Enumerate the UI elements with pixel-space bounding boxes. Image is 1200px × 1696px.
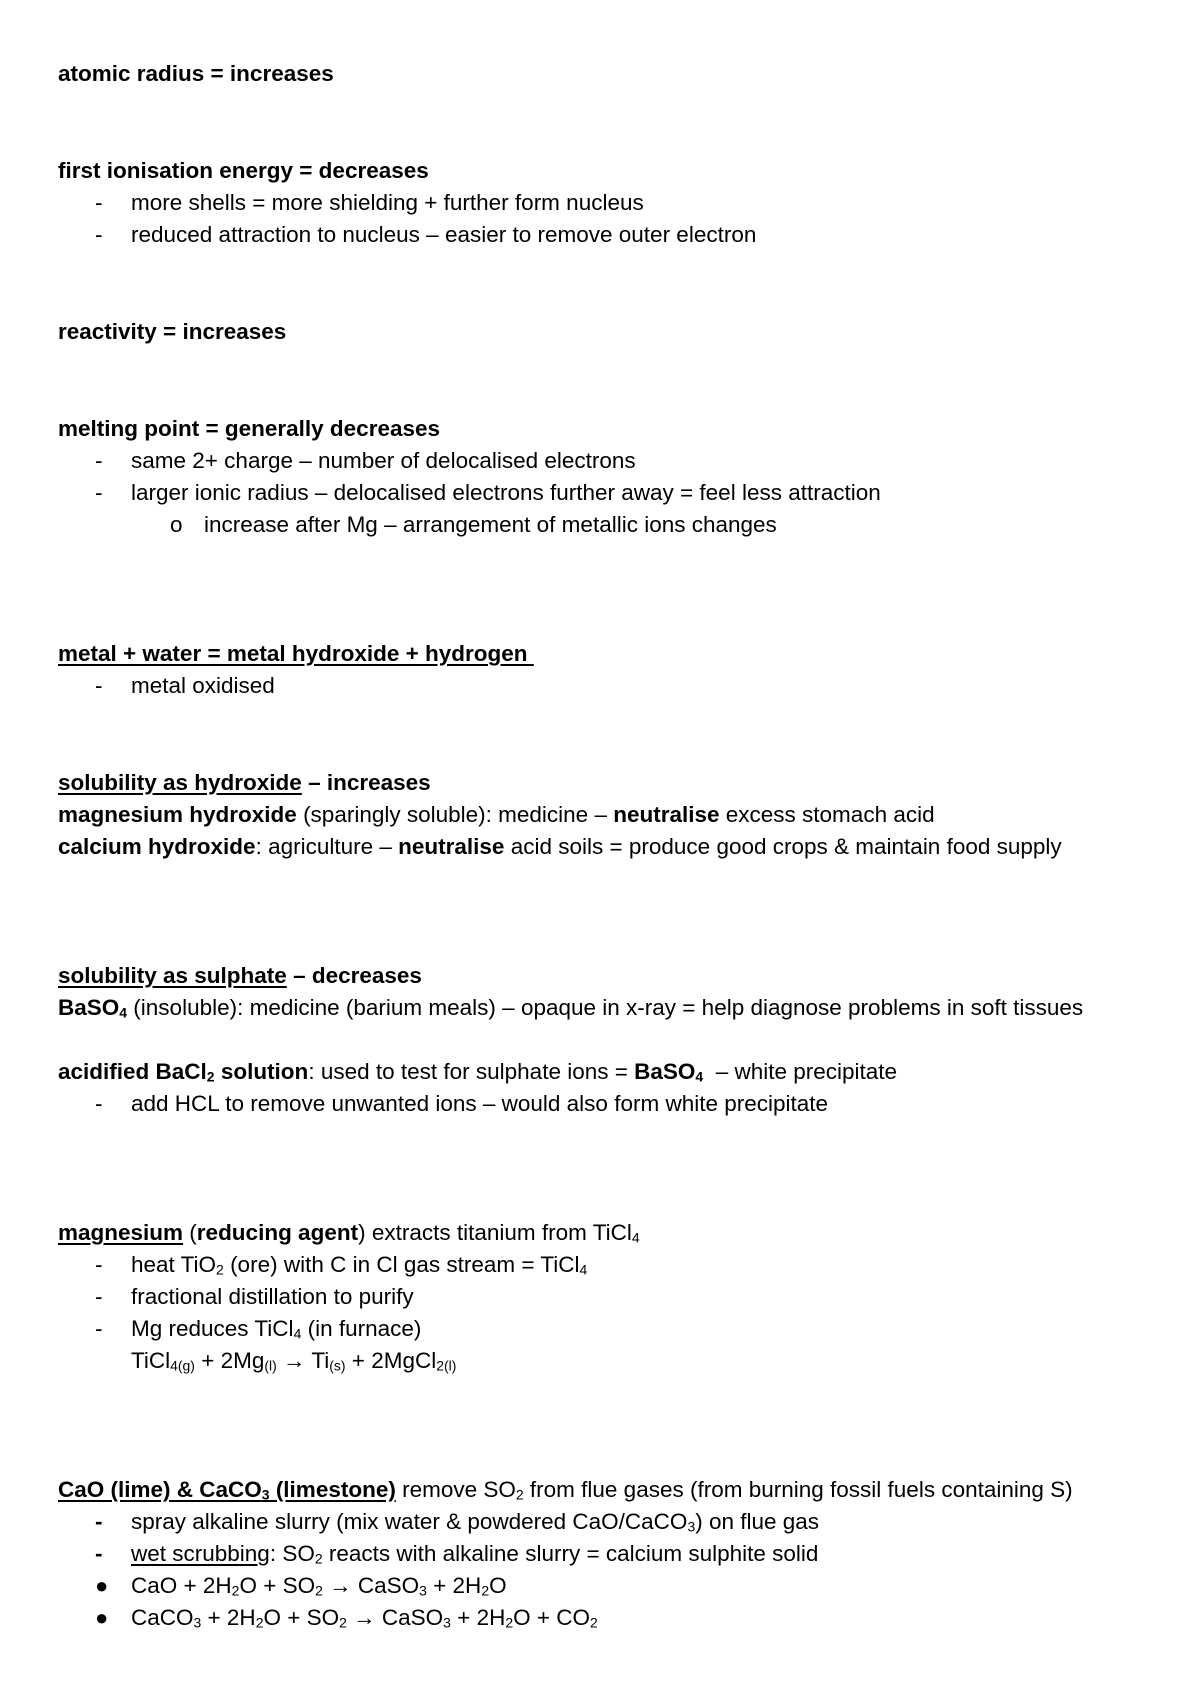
bacl2-test-point: - add HCL to remove unwanted ions – would also form white precipitate (131, 1088, 828, 1120)
lime-heading: CaO (lime) & CaCO$_3$ (limestone) remove $SO_2$ from flue gases (from burning fossil fuels containing S) (58, 1477, 1073, 1503)
circle-marker: o (170, 512, 183, 537)
sulphate-heading: solubility as sulphate – decreases (58, 963, 422, 988)
lime-point: - wet scrubbing: $SO_2$ reacts with alkaline slurry = calcium sulphite solid (131, 1538, 818, 1570)
ionisation-point: - reduced attraction to nucleus – easier to remove outer electron (131, 219, 756, 251)
melting-point-point: - larger ionic radius – delocalised electrons further away = feel less attraction (131, 477, 881, 509)
magnesium-point: - Mg reduces TiCl$_4$ (in furnace) (131, 1313, 421, 1345)
magnesium-point: - heat TiO$_2$ (ore) with C in Cl gas stream = TiCl$_4$ (131, 1249, 587, 1281)
melting-point-point: - same 2+ charge – number of delocalised electrons (131, 445, 636, 477)
dash-marker: - (95, 480, 103, 505)
dash-marker: - (95, 1252, 103, 1277)
melting-point-subpoint: o increase after Mg – arrangement of metallic ions changes (204, 509, 777, 541)
metal-water-point: - metal oxidised (131, 670, 275, 702)
dash-marker: - (95, 222, 103, 247)
bullet-marker: ● (95, 1605, 109, 1630)
atomic-radius-heading: atomic radius = increases (58, 61, 334, 86)
limestone-equation: ● CaCO$_3$ + $2H_2O + SO_2$ → CaSO$_3$ + $2H_2O + CO_2$ (131, 1602, 598, 1634)
dash-marker: - (95, 448, 103, 473)
dash-marker: - (95, 1091, 103, 1116)
lime-equation: ● CaO + $2H_2O + SO_2$ → CaSO$_3$ + $2H_2O$ (131, 1570, 507, 1602)
dash-marker: - (95, 1284, 103, 1309)
dash-marker: - (95, 673, 103, 698)
hydroxide-heading: solubility as hydroxide – increases (58, 770, 431, 795)
calcium-hydroxide-line: calcium hydroxide: agriculture – neutralise acid soils = produce good crops & maintain food supply (58, 834, 1062, 859)
titanium-equation: TiCl$_{4(g)}$ + $2Mg_{(l)} \to Ti_{(s)}$ + 2MgCl$_{2(l)}$ (131, 1348, 457, 1374)
melting-point-heading: melting point = generally decreases (58, 416, 441, 441)
ionisation-point: - more shells = more shielding + further form nucleus (131, 187, 644, 219)
dash-marker: - (95, 1541, 103, 1566)
metal-water-heading: metal + water = metal hydroxide + hydrogen (58, 641, 534, 666)
bullet-marker: ● (95, 1573, 109, 1598)
dash-marker: - (95, 1316, 103, 1341)
bacl2-test-line: acidified BaCl$_2$ solution: used to test for sulphate ions = BaSO$_4$ – white precipitate (58, 1059, 898, 1085)
ionisation-heading: first ionisation energy = decreases (58, 158, 429, 183)
dash-marker: - (95, 1509, 103, 1534)
baso4-line: BaSO$_4$ (insoluble): medicine (barium meals) – opaque in x-ray = help diagnose problems in soft tissues (58, 995, 1084, 1021)
reactivity-heading: reactivity = increases (58, 319, 287, 344)
magnesium-hydroxide-line: magnesium hydroxide (sparingly soluble): medicine – neutralise excess stomach acid (58, 802, 935, 827)
dash-marker: - (95, 190, 103, 215)
magnesium-point: - fractional distillation to purify (131, 1281, 414, 1313)
magnesium-heading: magnesium (reducing agent) extracts titanium from TiCl$_4$ (58, 1220, 640, 1246)
lime-point: - spray alkaline slurry (mix water & powdered CaO/CaCO$_3$) on flue gas (131, 1506, 819, 1538)
